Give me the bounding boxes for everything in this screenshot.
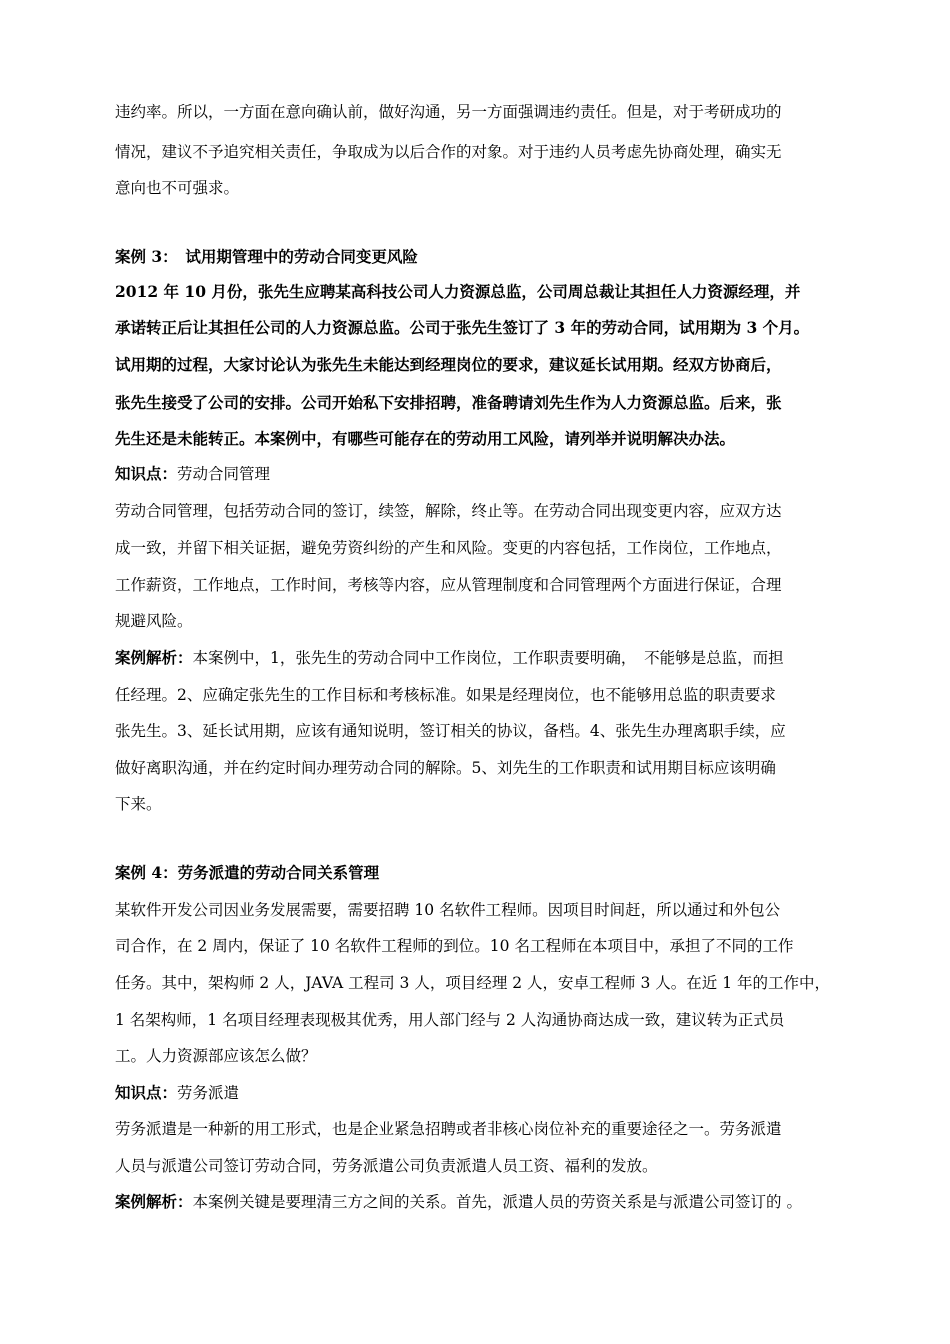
case3-analysis [115,648,784,668]
paragraph-line: 意向也不可强求。 [115,179,240,197]
case3-analysis-line: 做好离职沟通，并在约定时间办理劳动合同的解除。5、刘先生的工作职责和试用期目标应该明确 [115,759,776,777]
case3-knowledge-line: 工作薪资，工作地点，工作时间，考核等内容，应从管理制度和合同管理两个方面进行保证，合理 [115,576,782,594]
paragraph-line: 违约率。所以，一方面在意向确认前，做好沟通，另一方面强调违约责任。但是，对于考研成功的 [115,103,782,121]
case4-title: 案例 4：劳务派遣的劳动合同关系管理 [115,863,380,882]
paragraph-line: 情况，建议不予追究相关责任，争取成为以后合作的对象。对于违约人员考虑先协商处理，确实无 [115,143,782,161]
case3-question-line: 试用期的过程，大家讨论认为张先生未能达到经理岗位的要求，建议延长试用期。经双方协商后， [115,355,782,374]
analysis-text: 本案例中，1，张先生的劳动合同中工作岗位，工作职责要明确， 不能够是总监，而担 [192,649,784,667]
case3-knowledge-line: 成一致，并留下相关证据，避免劳资纠纷的产生和风险。变更的内容包括，工作岗位，工作地点， [115,539,782,557]
case3-question-line: 承诺转正后让其担任公司的人力资源总监。公司于张先生签订了 3 年的劳动合同，试用期为 3 个月。 [115,318,810,337]
case4-knowledge-line: 劳务派遣是一种新的用工形式，也是企业紧急招聘或者非核心岗位补充的重要途径之一。劳务派遣 [115,1120,782,1138]
analysis-text: 本案例关键是要理清三方之间的关系。首先，派遣人员的劳资关系是与派遣公司签订的 。 [192,1193,802,1211]
case3-question-line: 张先生接受了公司的安排。公司开始私下安排招聘，准备聘请刘先生作为人力资源总监。后来，张 [115,393,782,412]
case4-question-line: 工。人力资源部应该怎么做？ [115,1047,317,1065]
case3-title: 案例 3： 试用期管理中的劳动合同变更风险 [115,247,418,266]
case4-question-line: 任务。其中，架构师 2 人，JAVA 工程司 3 人，项目经理 2 人，安卓工程师 3 人。在近 1 年的工作中， [115,974,830,992]
case3-knowledge-line: 规避风险。 [115,612,193,630]
case3-analysis-line: 下来。 [115,795,162,813]
case3-analysis-line: 张先生。3、延长试用期，应该有通知说明，签订相关的协议，备档。4、张先生办理离职手续，应 [115,722,786,740]
analysis-label: 案例解析： [115,648,193,667]
case4-question-line: 1 名架构师，1 名项目经理表现极其优秀，用人部门经与 2 人沟通协商达成一致，建议转为正式员 [115,1011,785,1029]
case3-question-line: 先生还是未能转正。本案例中，有哪些可能存在的劳动用工风险，请列举并说明解决办法。 [115,429,736,448]
case4-knowledge-point [115,1083,239,1103]
knowledge-label: 知识点： [115,464,178,483]
knowledge-value: 劳务派遣 [177,1084,240,1102]
case4-knowledge-line: 人员与派遣公司签订劳动合同，劳务派遣公司负责派遣人员工资、福利的发放。 [115,1157,658,1175]
case4-question-line: 司合作，在 2 周内，保证了 10 名软件工程师的到位。10 名工程师在本项目中，承担了不同的工作 [115,937,794,955]
knowledge-value: 劳动合同管理 [177,465,271,483]
analysis-label: 案例解析： [115,1192,193,1211]
knowledge-label: 知识点： [115,1083,178,1102]
case3-analysis-line: 任经理。2、应确定张先生的工作目标和考核标准。如果是经理岗位，也不能够用总监的职责要求 [115,686,776,704]
case3-question-line: 2012 年 10 月份，张先生应聘某高科技公司人力资源总监，公司周总裁让其担任人力资源经理，并 [115,282,801,301]
case3-knowledge-point [115,464,270,484]
case4-analysis [115,1192,802,1212]
case3-knowledge-line: 劳动合同管理，包括劳动合同的签订，续签，解除，终止等。在劳动合同出现变更内容，应双方达 [115,502,782,520]
case4-question-line: 某软件开发公司因业务发展需要，需要招聘 10 名软件工程师。因项目时间赶，所以通过和外包公 [115,901,781,919]
